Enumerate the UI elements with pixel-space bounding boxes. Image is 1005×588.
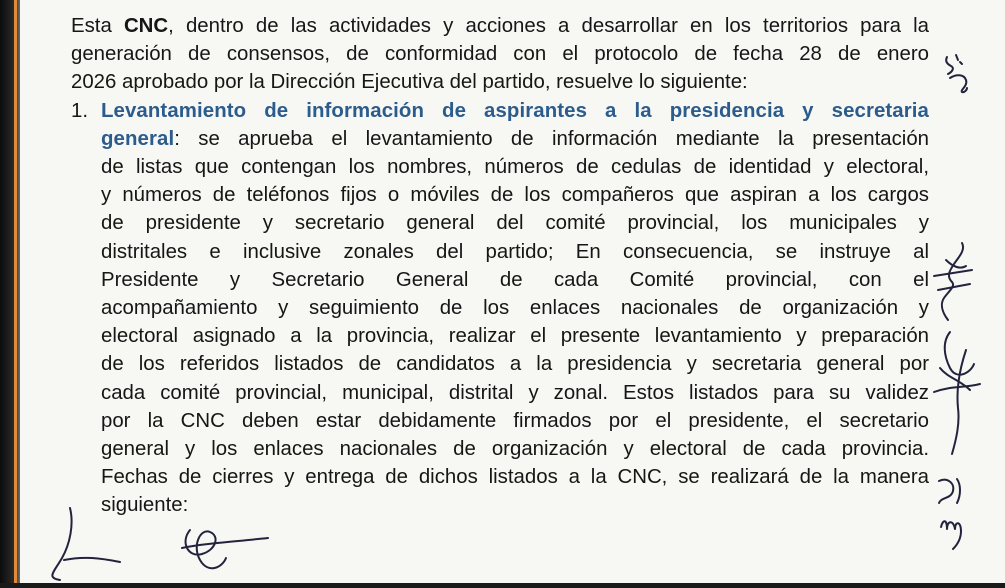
list-item-1 bbox=[71, 97, 929, 520]
item-body-line: general y los enlaces nacionales de organización y electoral de cada provincia. bbox=[101, 438, 929, 461]
page-left-shadow bbox=[0, 0, 20, 583]
intro-text-start: Esta bbox=[71, 15, 124, 37]
item-body-line: de presidente y secretario general del comité provincial, los municipales y bbox=[101, 212, 929, 235]
document-page bbox=[20, 0, 1005, 583]
item-body-line: de listas que contengan los nombres, números de cedulas de identidad y electoral, bbox=[101, 156, 929, 179]
margin-initial-signature bbox=[942, 52, 972, 99]
item-body-line: siguiente: bbox=[101, 494, 189, 517]
item-body-line: distritales e inclusive zonales del partido; En consecuencia, se instruye al bbox=[101, 240, 929, 263]
item-body-line: cada comité provincial, municipal, distrital y zonal. Estos listados para su validez bbox=[101, 381, 929, 404]
margin-initials-bottom bbox=[933, 475, 969, 560]
item-body-line: electoral asignado a la provincia, realizar el presente levantamiento y preparación bbox=[101, 325, 929, 348]
item-line-2 bbox=[101, 125, 929, 153]
item-body-line: Fechas de cierres y entrega de dichos listados a la CNC, se realizará de la manera bbox=[101, 466, 929, 489]
item-heading-continued: general bbox=[101, 127, 175, 150]
margin-signature-2 bbox=[930, 328, 982, 463]
margin-signature-1 bbox=[932, 240, 974, 330]
item-body-line: y números de teléfonos fijos o móviles de los compañeros que aspiran a los cargos bbox=[101, 184, 929, 207]
bottom-left-signature bbox=[40, 498, 270, 588]
intro-line-3: 2026 aprobado por la Dirección Ejecutiva del partido, resuelve lo siguiente: bbox=[71, 71, 748, 94]
intro-line-1 bbox=[71, 12, 929, 40]
item-number: 1. bbox=[71, 99, 89, 122]
item-body-line: Presidente y Secretario General de cada Comité provincial, con el bbox=[101, 268, 929, 291]
intro-text-rest: , dentro de las actividades y acciones a desarrollar en los territorios para la bbox=[168, 15, 929, 37]
document-body bbox=[71, 12, 929, 520]
item-heading: Levantamiento de información de aspirantes a la presidencia y secretaria bbox=[101, 99, 929, 122]
item-heading-line-1 bbox=[101, 97, 929, 125]
item-body-line: por la CNC deben estar debidamente firmados por el presidente, el secretario bbox=[101, 409, 929, 432]
intro-paragraph bbox=[71, 12, 929, 97]
item-body-line: de los referidos listados de candidatos a la presidencia y secretaria general por bbox=[101, 353, 929, 376]
cnc-bold-text: CNC bbox=[123, 15, 169, 37]
item-heading-followup: : se aprueba el levantamiento de información mediante la presentación bbox=[174, 127, 929, 150]
item-body-line: acompañamiento y seguimiento de los enlaces nacionales de organización y bbox=[101, 297, 929, 320]
intro-line-2: generación de consensos, de conformidad con el protocolo de fecha 28 de enero bbox=[71, 43, 929, 66]
orange-margin-rule bbox=[14, 0, 17, 583]
